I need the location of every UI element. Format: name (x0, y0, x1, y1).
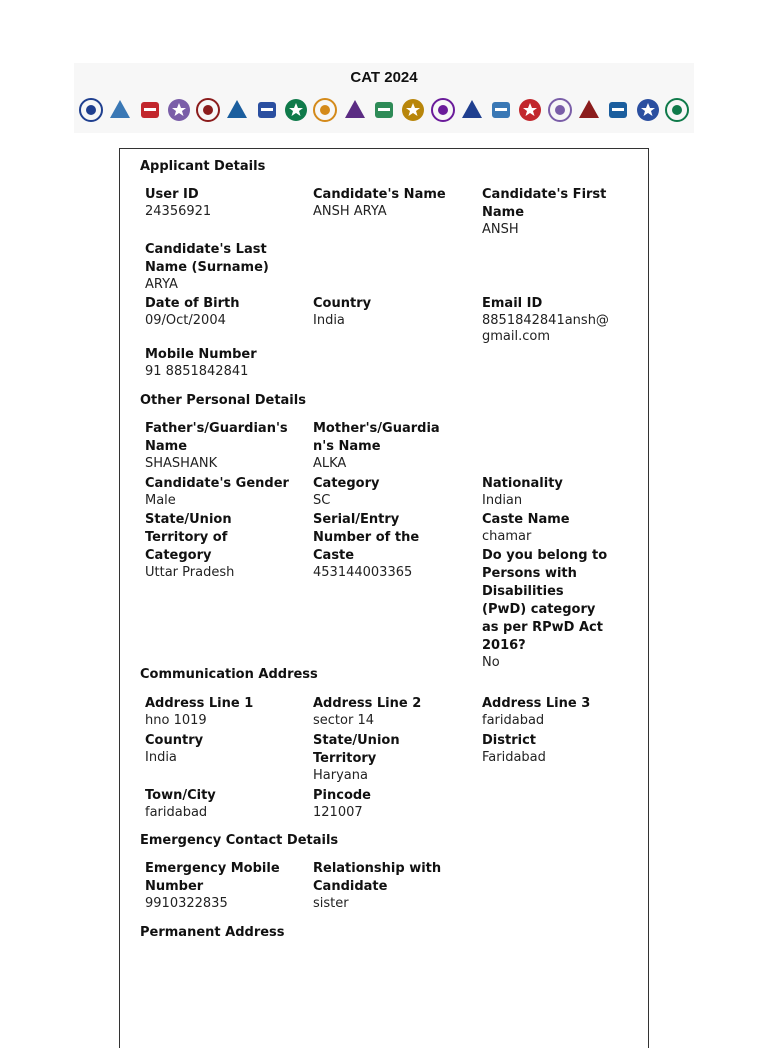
field-label: Country (313, 296, 372, 311)
field-label: Mobile Number (145, 347, 257, 362)
iim-logo-icon (283, 97, 309, 123)
field-value: 91 8851842841 (145, 364, 249, 379)
iim-logo-icon (547, 97, 573, 123)
field-value: ARYA (145, 277, 178, 292)
section-title-applicant: Applicant Details (140, 159, 266, 174)
field-category (313, 475, 477, 509)
field-label: User ID (145, 187, 199, 202)
field-value: 121007 (313, 805, 363, 820)
field-label: Emergency Mobile Number (145, 861, 280, 894)
field-label: Category (313, 476, 380, 491)
iim-logo-icon (400, 97, 426, 123)
field-caste-serial (313, 511, 425, 581)
iim-logo-icon (430, 97, 456, 123)
field-relationship (313, 860, 453, 912)
field-label: Caste Name (482, 512, 570, 527)
field-value: Male (145, 493, 176, 508)
iim-logo-icon (78, 97, 104, 123)
field-emergency-mobile (145, 860, 285, 912)
iim-logo-icon (312, 97, 338, 123)
field-value: 9910322835 (145, 896, 228, 911)
field-pincode (313, 787, 477, 821)
iim-logo-icon (107, 97, 133, 123)
field-country (313, 295, 477, 329)
field-value: India (145, 750, 177, 765)
field-value: Faridabad (482, 750, 546, 765)
field-comm-country (145, 732, 309, 766)
field-label: State/Union Territory (313, 733, 400, 766)
field-value: ANSH (482, 222, 519, 237)
field-town-city (145, 787, 309, 821)
field-value: 09/Oct/2004 (145, 313, 226, 328)
iim-logo-icon (664, 97, 690, 123)
field-label: Address Line 2 (313, 696, 422, 711)
field-label: Date of Birth (145, 296, 240, 311)
field-last-name (145, 241, 273, 293)
field-label: Candidate's Last Name (Surname) (145, 242, 269, 275)
field-comm-district (482, 732, 646, 766)
field-label: Serial/Entry Number of the Caste (313, 512, 420, 563)
field-label: District (482, 733, 536, 748)
field-father-name (145, 420, 288, 472)
field-value: ALKA (313, 456, 347, 471)
field-label: Relationship with Candidate (313, 861, 442, 894)
iim-logo-icon (635, 97, 661, 123)
field-comm-state (313, 732, 425, 784)
iim-logo-icon (576, 97, 602, 123)
field-email (482, 295, 616, 345)
field-address-line-1 (145, 695, 309, 729)
field-dob (145, 295, 309, 329)
field-label: Candidate's Name (313, 187, 446, 202)
field-label: Address Line 1 (145, 696, 254, 711)
field-value: chamar (482, 529, 532, 544)
page-title: CAT 2024 (350, 69, 418, 86)
field-mother-name (313, 420, 449, 472)
field-label: Email ID (482, 296, 543, 311)
field-value-pwd: No (482, 655, 500, 670)
iim-logo-icon (254, 97, 280, 123)
field-value: India (313, 313, 345, 328)
field-label: Father's/Guardian's Name (145, 421, 288, 454)
field-first-name (482, 186, 610, 238)
field-value: Indian (482, 493, 523, 508)
iim-logo-icon (224, 97, 250, 123)
field-value: 24356921 (145, 204, 212, 219)
field-address-line-3 (482, 695, 646, 729)
field-value: SC (313, 493, 331, 508)
iim-logo-icon (605, 97, 631, 123)
field-value: Haryana (313, 768, 368, 783)
field-value: sister (313, 896, 349, 911)
field-label: Candidate's Gender (145, 476, 289, 491)
field-value: ANSH ARYA (313, 204, 387, 219)
field-gender (145, 475, 309, 509)
field-label: Town/City (145, 788, 216, 803)
field-value: hno 1019 (145, 713, 207, 728)
iim-logo-icon (342, 97, 368, 123)
field-address-line-2 (313, 695, 477, 729)
field-value: 8851842841ansh@gmail.com (482, 313, 609, 344)
field-value: 453144003365 (313, 565, 413, 580)
iim-logo-icon (166, 97, 192, 123)
iim-logo-icon (488, 97, 514, 123)
field-value: Uttar Pradesh (145, 565, 235, 580)
field-candidate-name (313, 186, 477, 220)
iim-logo-icon (517, 97, 543, 123)
field-value: faridabad (145, 805, 208, 820)
application-form (119, 148, 649, 1048)
iim-logo-icon (371, 97, 397, 123)
field-label: Candidate's First Name (482, 187, 607, 220)
field-mobile (145, 346, 309, 380)
section-title-emergency: Emergency Contact Details (140, 833, 339, 848)
field-label: Nationality (482, 476, 563, 491)
field-nationality (482, 475, 646, 509)
iim-logo-strip (78, 93, 690, 127)
field-value: sector 14 (313, 713, 374, 728)
field-label: Address Line 3 (482, 696, 591, 711)
field-value: SHASHANK (145, 456, 218, 471)
iim-logo-icon (195, 97, 221, 123)
iim-logo-icon (137, 97, 163, 123)
section-title-permanent: Permanent Address (140, 925, 285, 940)
field-user-id (145, 186, 309, 220)
iim-logo-icon (459, 97, 485, 123)
field-label-pwd: Do you belong to Persons with Disabilities (PwD) category as per RPwD Act 2016? (482, 548, 608, 653)
cat-header (74, 63, 694, 133)
field-state-category (145, 511, 257, 581)
field-label: Pincode (313, 788, 371, 803)
field-label: State/Union Territory of Category (145, 512, 232, 563)
field-caste-name (482, 511, 610, 671)
section-title-personal: Other Personal Details (140, 393, 306, 408)
section-title-communication: Communication Address (140, 667, 318, 682)
field-value: faridabad (482, 713, 545, 728)
field-label: Mother's/Guardian's Name (313, 421, 440, 454)
field-label: Country (145, 733, 204, 748)
